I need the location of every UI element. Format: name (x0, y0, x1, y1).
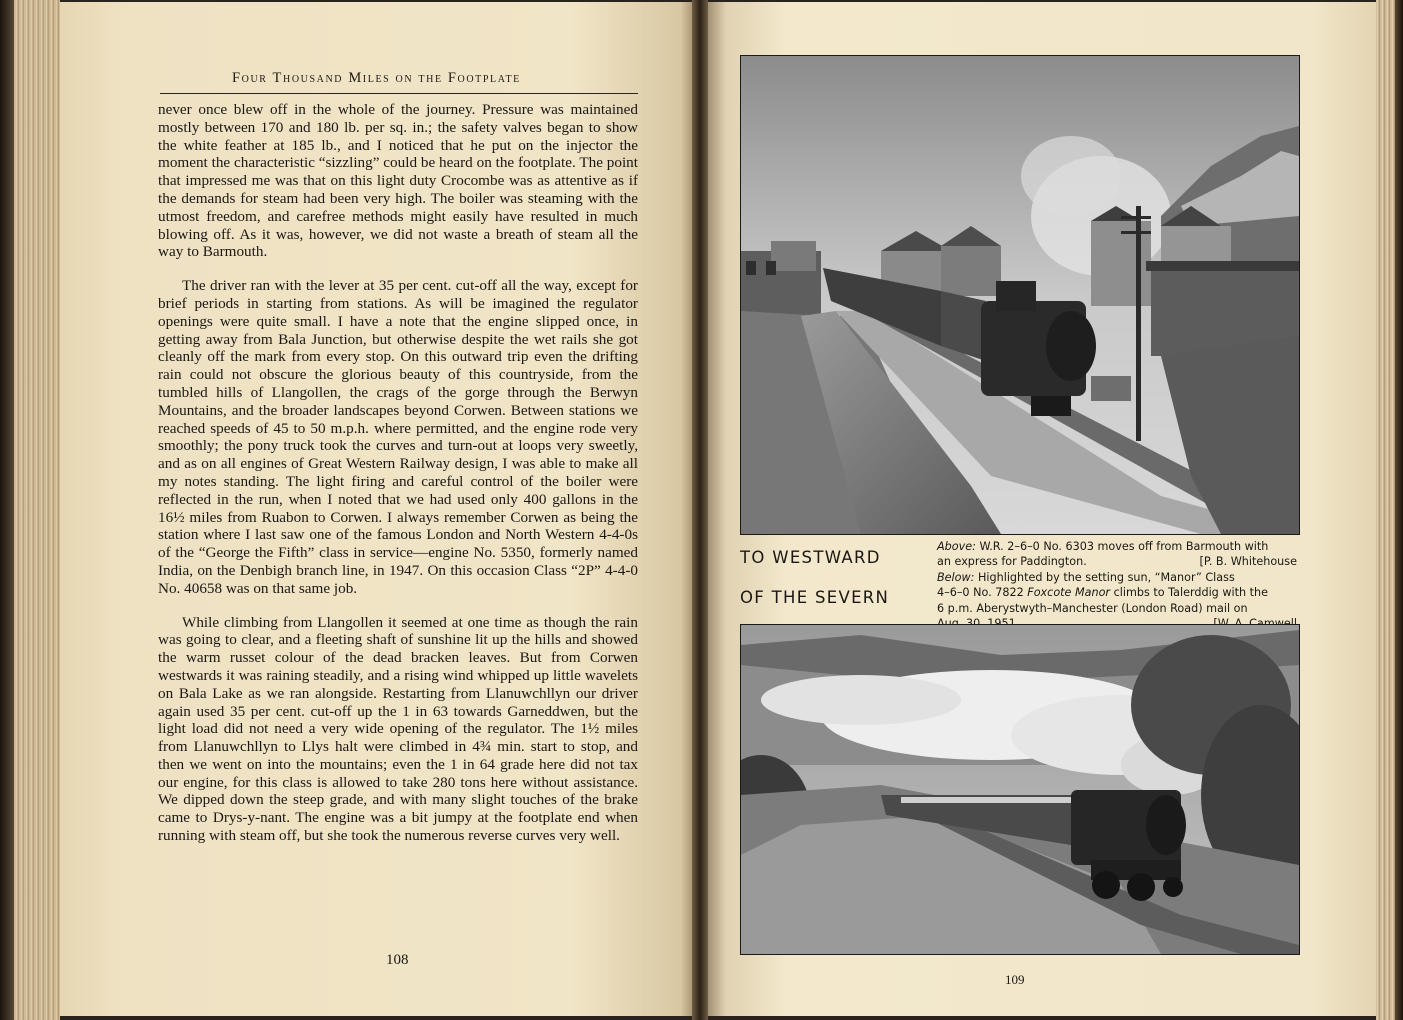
feature-title-line1: TO WESTWARD (740, 548, 881, 567)
caption-above-text: an express for Paddington. (937, 555, 1087, 569)
caption-line (937, 554, 1297, 569)
page-number-right: 109 (1005, 972, 1025, 987)
caption-above-text: W.R. 2–6–0 No. 6303 moves off from Barmouth with (979, 540, 1269, 553)
photo-foxcote-manor (740, 624, 1300, 955)
page-edges-right (1376, 0, 1403, 1020)
caption-line (937, 570, 1297, 585)
book-gutter (692, 0, 708, 1020)
caption-line (937, 585, 1297, 600)
caption-engine-name: Foxcote Manor (1027, 586, 1111, 600)
caption-below-text: climbs to Talerddig with the (1113, 586, 1268, 600)
running-head: Four Thousand Miles on the Footplate (232, 70, 521, 86)
feature-title-line2: OF THE SEVERN (740, 588, 890, 607)
header-rule (160, 93, 638, 94)
body-text (158, 101, 638, 861)
photo-barmouth-train (740, 55, 1300, 535)
caption-below-text: Highlighted by the setting sun, “Manor” Class (978, 570, 1235, 584)
caption-above-credit: [P. B. Whitehouse (1199, 555, 1297, 569)
page-number-left: 108 (386, 952, 409, 968)
caption-below-text: 4–6–0 No. 7822 (937, 586, 1024, 600)
paragraph-3: While climbing from Llangollen it seemed at one time as though the rain was going to clear, and a fleeting shaft of sunshine lit up the hills and showed the warm russet colour of the dead bracken leaves. But from Corwen westwards it was raining steadily, and a rising wind whipped up little wavelets on Bala Lake as we ran alongside. Restarting from Llanuwchllyn our driver again used 35 per cent. cut-off up the 1 in 63 towards Garneddwen, but the light load did not need a very wide opening of the regulator. The 1½ miles from Llanuwchllyn to Llys halt were climbed in 4¾ min. start to stop, and then we went on into the mountains; even the 1 in 64 grade here did not tax our engine, for this class is allowed to take 280 tons here without assistance. We dipped down the steep grade, and with many slight touches of the brake came to Drys-y-nant. The engine was a bit jumpy at the footplate end when running with steam off, but she took the numerous reverse curves very well. (158, 613, 638, 845)
paragraph-2: The driver ran with the lever at 35 per cent. cut-off all the way, except for brief periods in starting from stations. As will be imagined the regulator openings were quite small. I have a note that the engine slipped once, in getting away from Bala Junction, but otherwise despite the wet rails she got cleanly off the mark from every stop. On this outward trip even the drifting rain could not obscure the glorious beauty of this countryside, from the tumbled hills of Llangollen, the crags of the gorge through the Berwyn Mountains, and the broader landscapes beyond Corwen. Between stations we reached speeds of 45 to 50 m.p.h. where permitted, and the engine rode very smoothly; the pony truck took the curves and turn-out at loops very sweetly, and as on all engines of Great Western Railway design, I was able to make all my notes standing. The light firing and careful control of the boiler were reflected in the run, when I noted that we had used only 400 gallons in the 16½ miles from Ruabon to Corwen. I always remember Corwen as being the station where I last saw one of the famous London and North Western 4-4-0s of the “George the Fifth” class in service—engine No. 5350, formerly named India, on the Denbigh branch line, in 1947. On this occasion Class “2P” 4-4-0 No. 40658 was on that same job. (158, 277, 638, 597)
caption-above-label: Above: (937, 540, 976, 553)
page-edges-left (0, 0, 60, 1020)
caption-below-label: Below: (937, 570, 975, 584)
caption-line (937, 539, 1297, 554)
caption-below-text: 6 p.m. Aberystwyth–Manchester (London Road) mail on (937, 601, 1248, 615)
paragraph-1: never once blew off in the whole of the journey. Pressure was maintained mostly between 170 and 180 lb. per sq. in.; the safety valves began to show the white feather at 185 lb., and I noticed that he put on the injector the moment the characteristic “sizzling” could be heard on the footplate. The point that impressed me was that on this light duty Crocombe was as attentive as if the demands for steam had been very high. The boiler was steaming with the utmost freedom, and carefree methods might easily have resulted in much blowing off. As it was, however, we did not waste a breath of steam all the way to Barmouth. (158, 101, 638, 261)
caption-line (937, 601, 1297, 616)
photo-caption (937, 539, 1297, 631)
